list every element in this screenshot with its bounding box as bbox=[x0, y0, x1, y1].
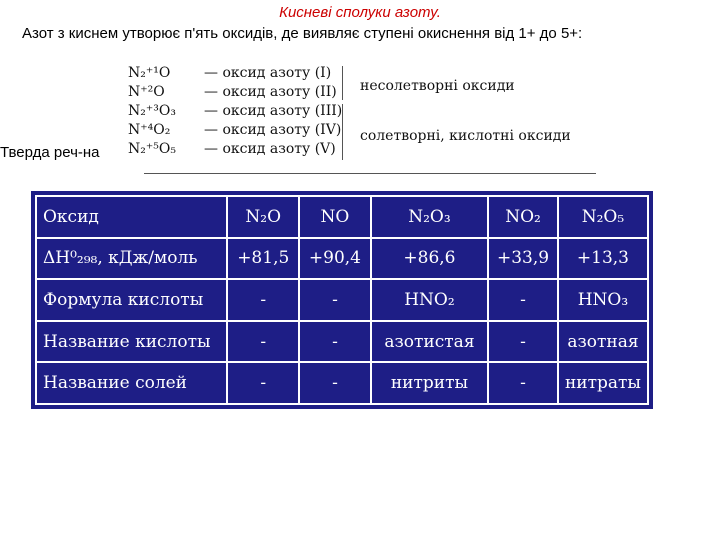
divider-line bbox=[144, 173, 596, 174]
table-cell: - bbox=[227, 362, 299, 404]
oxide-formula: N⁺²O bbox=[128, 84, 165, 100]
table-cell: +33,9 bbox=[488, 238, 558, 280]
table-header-row bbox=[36, 196, 648, 238]
intro-text: Азот з киснем утворює п'ять оксидів, де виявляє ступені окиснення від 1+ до 5+: bbox=[22, 25, 583, 42]
nonsalt-group-label: несолетворні оксиди bbox=[360, 78, 515, 94]
header-cell: N₂O bbox=[227, 196, 299, 238]
oxide-name: — оксид азоту (V) bbox=[204, 141, 336, 157]
table-cell: - bbox=[488, 321, 558, 363]
oxide-name: — оксид азоту (IV) bbox=[204, 122, 342, 138]
table-cell: - bbox=[299, 279, 371, 321]
group-divider bbox=[342, 66, 343, 100]
table-cell: +13,3 bbox=[558, 238, 648, 280]
row-label: Название солей bbox=[36, 362, 227, 404]
oxide-formula: N₂⁺³O₃ bbox=[128, 103, 176, 119]
salt-group-label: солетворні, кислотні оксиди bbox=[360, 128, 571, 144]
header-cell: Оксид bbox=[36, 196, 227, 238]
row-label: ΔH⁰₂₉₈, кДж/моль bbox=[36, 238, 227, 280]
oxide-formula: N₂⁺¹O bbox=[128, 65, 171, 81]
row-label: Название кислоты bbox=[36, 321, 227, 363]
table-row bbox=[36, 238, 648, 280]
oxide-name: — оксид азоту (I) bbox=[204, 65, 332, 81]
properties-table bbox=[35, 195, 649, 405]
header-cell: NO bbox=[299, 196, 371, 238]
oxide-formula: N⁺⁴O₂ bbox=[128, 122, 171, 138]
table-cell: - bbox=[299, 321, 371, 363]
table-cell: - bbox=[227, 279, 299, 321]
header-cell: N₂O₃ bbox=[371, 196, 488, 238]
header-cell: N₂O₅ bbox=[558, 196, 648, 238]
table-cell: - bbox=[488, 362, 558, 404]
page-title: Кисневі сполуки азоту. bbox=[279, 4, 441, 21]
row-label: Формула кислоты bbox=[36, 279, 227, 321]
table-cell: - bbox=[299, 362, 371, 404]
table-row bbox=[36, 279, 648, 321]
header-cell: NO₂ bbox=[488, 196, 558, 238]
table-cell: нитраты bbox=[558, 362, 648, 404]
table-cell: - bbox=[227, 321, 299, 363]
table-cell: нитриты bbox=[371, 362, 488, 404]
table-cell: азотистая bbox=[371, 321, 488, 363]
table-row bbox=[36, 321, 648, 363]
oxide-properties-table bbox=[31, 191, 653, 409]
table-cell: +86,6 bbox=[371, 238, 488, 280]
table-cell: +81,5 bbox=[227, 238, 299, 280]
table-cell: HNO₃ bbox=[558, 279, 648, 321]
table-row bbox=[36, 362, 648, 404]
oxide-name: — оксид азоту (II) bbox=[204, 84, 337, 100]
table-cell: HNO₂ bbox=[371, 279, 488, 321]
group-divider bbox=[342, 104, 343, 160]
table-cell: - bbox=[488, 279, 558, 321]
oxide-name: — оксид азоту (III) bbox=[204, 103, 343, 119]
oxide-formula: N₂⁺⁵O₅ bbox=[128, 141, 176, 157]
table-cell: +90,4 bbox=[299, 238, 371, 280]
side-label: Тверда реч-на bbox=[0, 144, 100, 161]
table-cell: азотная bbox=[558, 321, 648, 363]
oxides-list bbox=[128, 64, 608, 176]
